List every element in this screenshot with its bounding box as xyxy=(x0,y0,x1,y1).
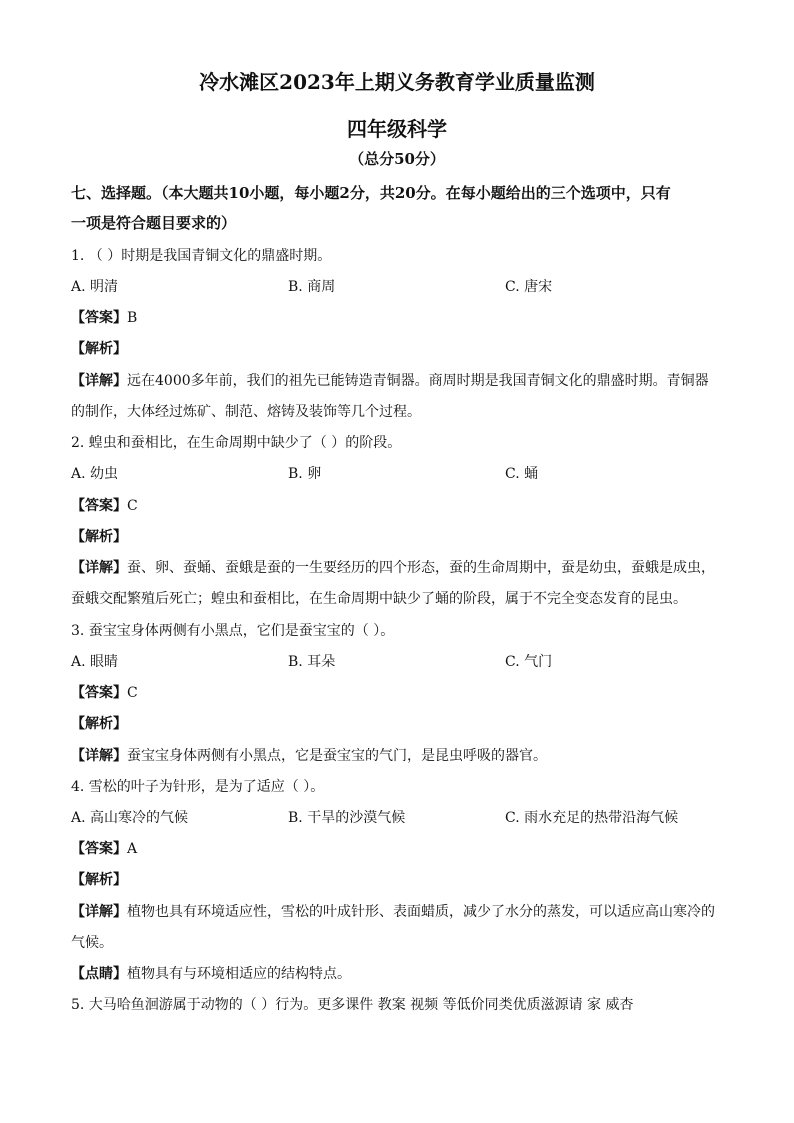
q3-detail-text1: 蚕宝宝身体两侧有小黑点，它是蚕宝宝的气门，是昆虫呼吸的器官。 xyxy=(127,748,547,764)
q1-option-a: A. 明清 xyxy=(71,279,119,295)
q5-stem: 5. 大马哈鱼洄游属于动物的（ ）行为。更多课件 教案 视频 等低价同类优质滋源请 家 威杏 xyxy=(71,997,634,1013)
q2-option-b: B. 卵 xyxy=(288,466,322,482)
detail-label: 【详解】 xyxy=(71,373,127,389)
q2-option-a: A. 幼虫 xyxy=(71,466,119,482)
q1-answer-value: B xyxy=(127,310,138,326)
answer-label: 【答案】 xyxy=(71,310,127,326)
q4-answer xyxy=(71,838,137,858)
q4-option-c: C. 雨水充足的热带沿海气候 xyxy=(505,810,679,826)
detail-label: 【详解】 xyxy=(71,748,127,764)
q3-option-a: A. 眼睛 xyxy=(71,654,119,670)
detail-label: 【详解】 xyxy=(71,560,127,576)
q1-stem: 1. （ ）时期是我国青铜文化的鼎盛时期。 xyxy=(71,248,332,264)
q3-option-b: B. 耳朵 xyxy=(288,654,336,670)
section-heading-line2: 一项是符合题目要求的） xyxy=(71,214,237,232)
q3-stem: 3. 蚕宝宝身体两侧有小黑点，它们是蚕宝宝的（ ）。 xyxy=(71,623,395,639)
section-heading-line1: 七、选择题。（本大题共10小题，每小题2分，共20分。在每小题给出的三个选项中，只有 xyxy=(71,184,671,202)
q2-answer-value: C xyxy=(127,498,138,514)
analysis-label: 【解析】 xyxy=(71,716,127,732)
q2-detail-line1 xyxy=(71,557,715,577)
q2-stem: 2. 蝗虫和蚕相比，在生命周期中缺少了（ ）的阶段。 xyxy=(71,435,402,451)
analysis-label: 【解析】 xyxy=(71,341,127,357)
q4-detail-line2: 气候。 xyxy=(71,935,113,951)
q4-stem: 4. 雪松的叶子为针形，是为了适应（ ）。 xyxy=(71,779,325,795)
answer-label: 【答案】 xyxy=(71,498,127,514)
q3-detail-line1 xyxy=(71,745,547,765)
q4-option-a: A. 高山寒冷的气候 xyxy=(71,810,189,826)
q3-option-c: C. 气门 xyxy=(505,654,553,670)
exam-subject: 四年级科学 xyxy=(347,117,447,141)
q1-detail-text1: 远在4000多年前，我们的祖先已能铸造青铜器。商周时期是我国青铜文化的鼎盛时期。青铜器 xyxy=(127,373,709,389)
q2-option-c: C. 蛹 xyxy=(505,466,539,482)
q4-answer-value: A xyxy=(127,841,138,857)
q4-detail-text1: 植物也具有环境适应性，雪松的叶成针形、表面蜡质，减少了水分的蒸发，可以适应高山寒冷的 xyxy=(127,904,715,920)
q2-answer xyxy=(71,495,138,515)
q1-option-b: B. 商周 xyxy=(288,279,336,295)
q1-detail-line1 xyxy=(71,370,709,390)
answer-label: 【答案】 xyxy=(71,685,127,701)
q1-detail-line2: 的制作，大体经过炼矿、制范、熔铸及装饰等几个过程。 xyxy=(71,404,421,420)
q4-comment xyxy=(71,963,351,983)
analysis-label: 【解析】 xyxy=(71,872,127,888)
q4-comment-text: 植物具有与环境相适应的结构特点。 xyxy=(127,966,351,982)
answer-label: 【答案】 xyxy=(71,841,127,857)
comment-label: 【点睛】 xyxy=(71,966,127,982)
q2-detail-line2: 蚕蛾交配繁殖后死亡；蝗虫和蚕相比，在生命周期中缺少了蛹的阶段，属于不完全变态发育的昆虫。 xyxy=(71,591,687,607)
q2-detail-text1: 蚕、卵、蚕蛹、蚕蛾是蚕的一生要经历的四个形态，蚕的生命周期中，蚕是幼虫，蚕蛾是成虫， xyxy=(127,560,715,576)
analysis-label: 【解析】 xyxy=(71,529,127,545)
q3-analysis xyxy=(71,713,127,733)
q1-answer xyxy=(71,307,137,327)
q2-analysis xyxy=(71,526,127,546)
q4-detail-line1 xyxy=(71,901,715,921)
q4-analysis xyxy=(71,869,127,889)
exam-title: 冷水滩区2023年上期义务教育学业质量监测 xyxy=(199,70,595,94)
q3-answer-value: C xyxy=(127,685,138,701)
q4-option-b: B. 干旱的沙漠气候 xyxy=(288,810,406,826)
q1-option-c: C. 唐宋 xyxy=(505,279,553,295)
total-score: （总分50分） xyxy=(349,150,445,168)
q1-analysis xyxy=(71,338,127,358)
q3-answer xyxy=(71,682,138,702)
detail-label: 【详解】 xyxy=(71,904,127,920)
